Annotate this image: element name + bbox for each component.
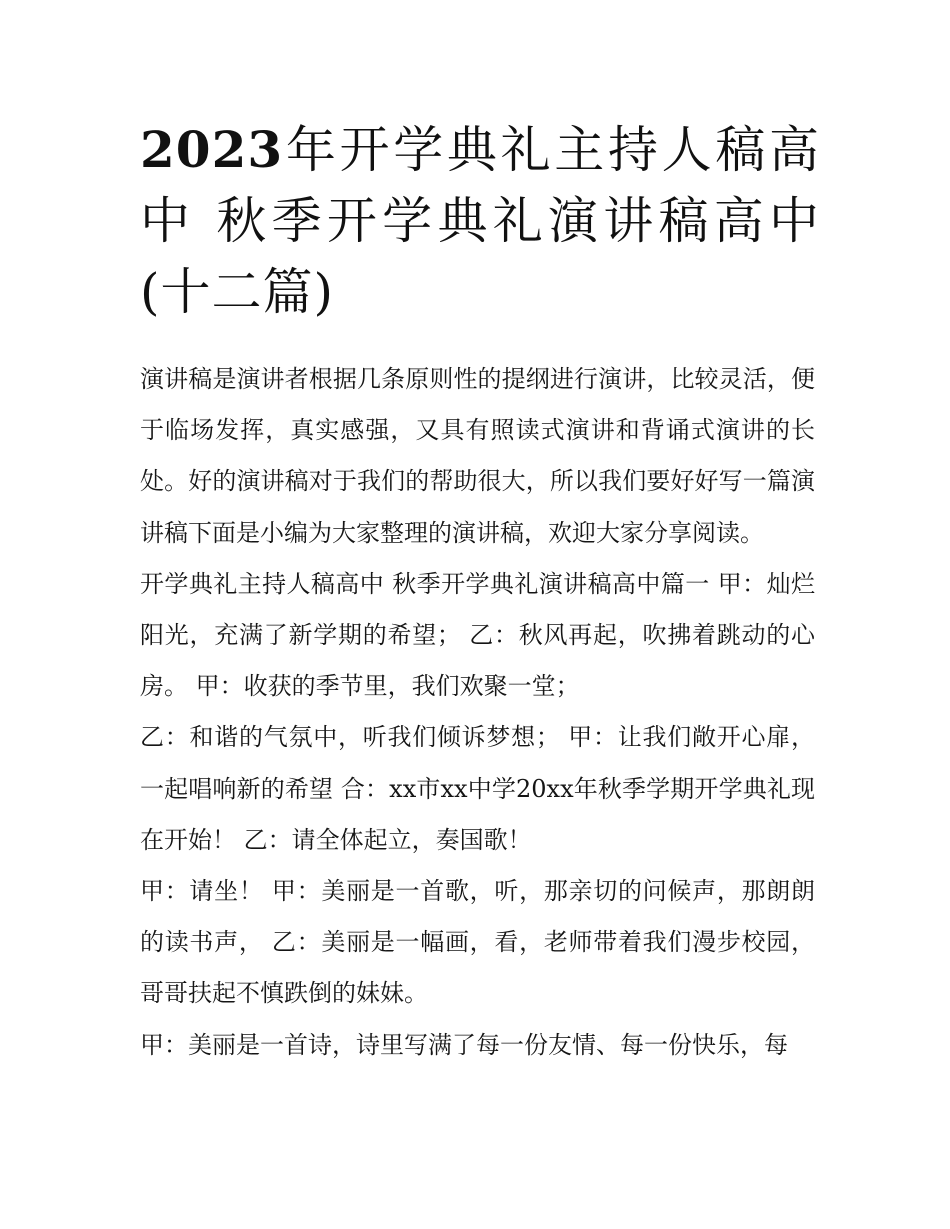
document-body bbox=[140, 354, 815, 1071]
paragraph: 开学典礼主持人稿高中 秋季开学典礼演讲稿高中篇一 甲：灿烂阳光，充满了新学期的希望； 乙：秋风再起，吹拂着跳动的心房。 甲：收获的季节里，我们欢聚一堂； bbox=[140, 569, 815, 701]
paragraph-intro: 演讲稿是演讲者根据几条原则性的提纲进行演讲，比较灵活，便于临场发挥，真实感强，又具有照读式演讲和背诵式演讲的长处。好的演讲稿对于我们的帮助很大，所以我们要好好写一篇演讲稿下面是小编为大家整理的演讲稿，欢迎大家分享阅读。 bbox=[140, 365, 815, 547]
paragraph: 乙：和谐的气氛中，听我们倾诉梦想； 甲：让我们敞开心扉，一起唱响新的希望 合：xx市xx中学20xx年秋季学期开学典礼现在开始！ 乙：请全体起立，奏国歌！ bbox=[140, 723, 815, 854]
title-year: 2023 bbox=[140, 120, 284, 179]
paragraph: 甲：美丽是一首诗，诗里写满了每一份友情、每一份快乐，每 bbox=[140, 1030, 788, 1059]
paragraph: 甲：请坐！ 甲：美丽是一首歌，听，那亲切的问候声，那朗朗的读书声， 乙：美丽是一幅画，看，老师带着我们漫步校园，哥哥扶起不慎跌倒的妹妹。 bbox=[140, 877, 815, 1008]
title-text: 年开学典礼主持人稿高中 秋季开学典礼演讲稿高中(十二篇) bbox=[140, 121, 820, 321]
document-title bbox=[140, 114, 820, 328]
